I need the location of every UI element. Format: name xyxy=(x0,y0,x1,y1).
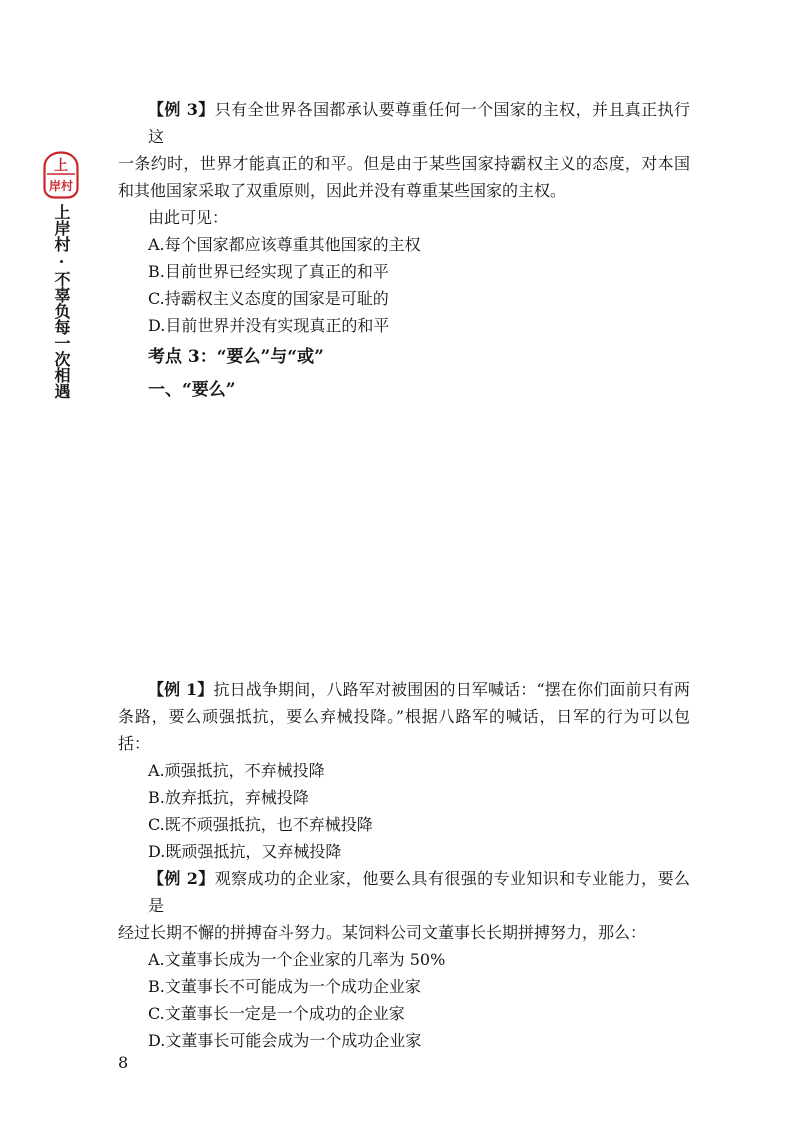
page-number: 8 xyxy=(118,1053,129,1072)
example-3-line-2: 一条约时，世界才能真正的和平。但是由于某些国家持霸权主义的态度，对本国 xyxy=(118,154,690,173)
vertical-slogan: 上岸村·不辜负每一次相遇 xyxy=(52,204,71,399)
example-3-line-1 xyxy=(118,96,690,150)
example-2-option-a: A.文董事长成为一个企业家的几率为 50% xyxy=(148,950,446,969)
example-1-option-a: A.顽强抵抗，不弃械投降 xyxy=(148,761,325,780)
example-1-line-2: 条路，要么顽强抵抗，要么弃械投降。”根据八路军的喊话，日军的行为可以包 xyxy=(118,707,690,726)
example-2-option-d: D.文董事长可能会成为一个成功企业家 xyxy=(148,1031,422,1050)
example-1-text-1: 抗日战争期间，八路军对被围困的日军喊话：“摆在你们面前只有两 xyxy=(213,680,690,699)
example-1-option-b: B.放弃抵抗，弃械投降 xyxy=(148,788,309,807)
examples-1-2 xyxy=(118,676,690,1054)
example-1-option-d: D.既顽强抵抗，又弃械投降 xyxy=(148,842,342,861)
section-heading: 考点 3：“要么”与“或” xyxy=(148,347,324,367)
example-2-line-2: 经过长期不懈的拼搏奋斗努力。某饲料公司文董事长长期拼搏努力，那么： xyxy=(118,923,647,942)
example-3-label: 【例 3】 xyxy=(148,100,215,119)
seal-text-bottom: 岸村 xyxy=(48,179,74,193)
example-1-label: 【例 1】 xyxy=(148,680,214,699)
example-3-lead: 由此可见： xyxy=(148,208,229,227)
example-2-text-1: 观察成功的企业家，他要么具有很强的专业知识和专业能力，要么是 xyxy=(148,869,690,915)
example-3-text-1: 只有全世界各国都承认要尊重任何一个国家的主权，并且真正执行这 xyxy=(148,100,690,146)
example-3-option-d: D.目前世界并没有实现真正的和平 xyxy=(148,316,390,335)
example-3 xyxy=(118,96,690,339)
example-3-option-c: C.持霸权主义态度的国家是可耻的 xyxy=(148,289,389,308)
example-1-line-3: 括： xyxy=(118,734,151,753)
example-3-option-b: B.目前世界已经实现了真正的和平 xyxy=(148,262,389,281)
example-2-option-c: C.文董事长一定是一个成功的企业家 xyxy=(148,1004,405,1023)
example-2-line-1 xyxy=(118,865,690,919)
example-1-line-1 xyxy=(118,676,690,703)
example-2-label: 【例 2】 xyxy=(148,869,215,888)
seal-text-top: 上 xyxy=(54,158,68,174)
brand-seal-logo xyxy=(42,150,80,200)
example-1-option-c: C.既不顽强抵抗，也不弃械投降 xyxy=(148,815,373,834)
example-3-option-a: A.每个国家都应该尊重其他国家的主权 xyxy=(148,235,421,254)
section-subheading: 一、“要么” xyxy=(148,380,236,400)
example-3-line-3: 和其他国家采取了双重原则，因此并没有尊重某些国家的主权。 xyxy=(118,181,567,200)
example-2-option-b: B.文董事长不可能成为一个成功企业家 xyxy=(148,977,421,996)
